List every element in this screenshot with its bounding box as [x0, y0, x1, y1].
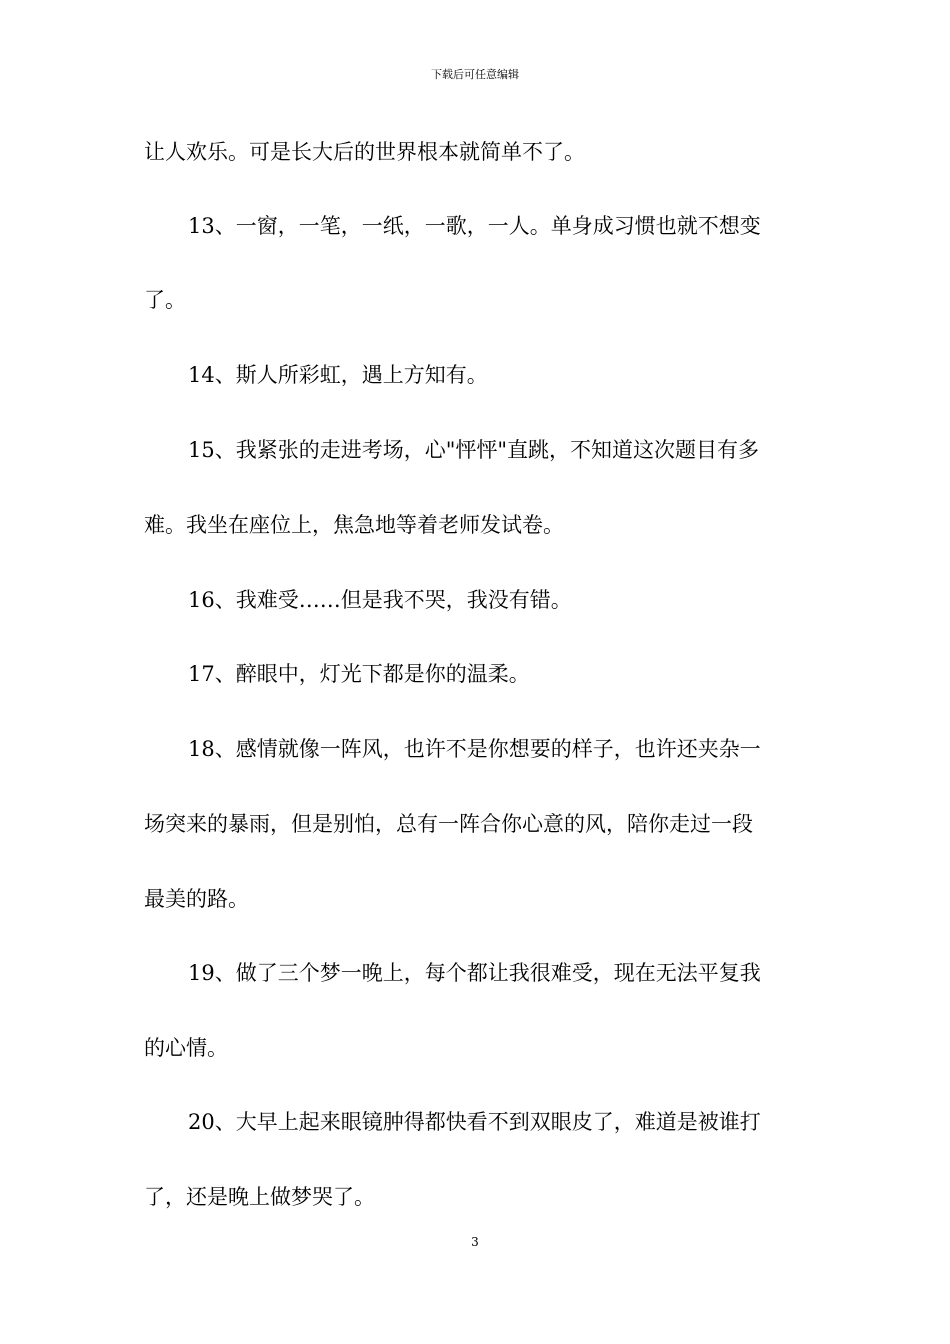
paragraph-20-line-1: 20、大早上起来眼镜肿得都快看不到双眼皮了，难道是被谁打 — [188, 1110, 761, 1134]
paragraph-18-line-1: 18、感情就像一阵风，也许不是你想要的样子，也许还夹杂一 — [188, 737, 761, 761]
paragraph-19-line-1: 19、做了三个梦一晚上，每个都让我很难受，现在无法平复我 — [188, 961, 761, 985]
paragraph-19-line-2: 的心情。 — [144, 1036, 228, 1060]
paragraph-18-line-3: 最美的路。 — [144, 887, 249, 911]
page-number: 3 — [471, 1235, 479, 1249]
paragraph-14: 14、斯人所彩虹，遇上方知有。 — [188, 363, 488, 387]
paragraph-18-line-2: 场突来的暴雨，但是别怕，总有一阵合你心意的风，陪你走过一段 — [144, 812, 753, 836]
paragraph-20-line-2: 了，还是晚上做梦哭了。 — [144, 1185, 375, 1209]
paragraph-13-line-2: 了。 — [144, 288, 186, 312]
paragraph-16: 16、我难受……但是我不哭，我没有错。 — [188, 588, 572, 612]
page-header: 下载后可任意编辑 — [431, 68, 519, 81]
paragraph-13-line-1: 13、一窗，一笔，一纸，一歌，一人。单身成习惯也就不想变 — [188, 214, 761, 238]
text-line: 让人欢乐。可是长大后的世界根本就简单不了。 — [144, 140, 585, 164]
paragraph-15-line-2: 难。我坐在座位上，焦急地等着老师发试卷。 — [144, 513, 564, 537]
paragraph-17: 17、醉眼中，灯光下都是你的温柔。 — [188, 662, 530, 686]
paragraph-15-line-1: 15、我紧张的走进考场，心"怦怦"直跳，不知道这次题目有多 — [188, 438, 760, 462]
